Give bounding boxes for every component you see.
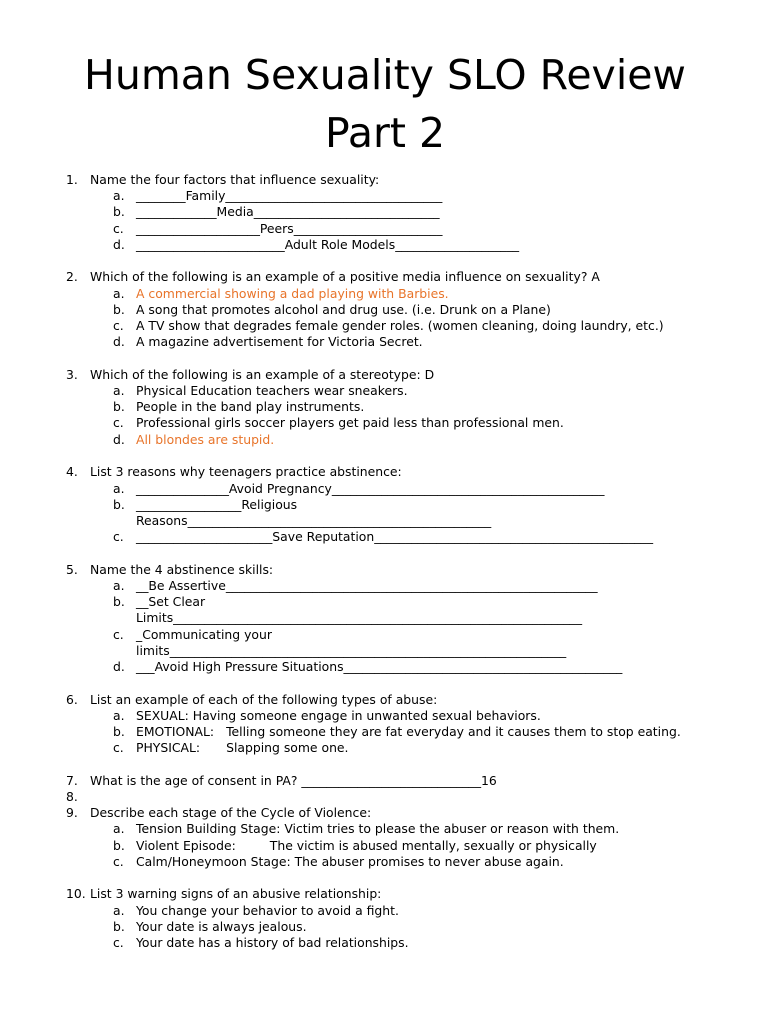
- answer-text: Physical Education teachers wear sneakers.: [136, 383, 408, 399]
- answer-text: limits________________________________________________________________: [136, 642, 567, 658]
- question-1: [0, 172, 770, 253]
- question-9: [0, 805, 770, 821]
- answer-d: d. ________________________Adult Role Models____________________: [113, 236, 520, 252]
- question-8: [0, 789, 770, 805]
- answer-text: ____________________Peers________________________: [136, 220, 443, 236]
- question-text: List 3 warning signs of an abusive relationship:: [90, 886, 382, 902]
- answer-a: a. Physical Education teachers wear sneakers.: [113, 383, 408, 399]
- question-10: [0, 886, 770, 951]
- question-number: 7.: [66, 772, 78, 788]
- answer-text: A TV show that degrades female gender roles. (women cleaning, doing laundry, etc.): [136, 318, 664, 333]
- answer-text: ________________________Adult Role Models____________________: [136, 236, 520, 252]
- answer-c: c. ____________________Peers________________________: [113, 220, 443, 236]
- answer-b: b. _________________Religious: [113, 496, 298, 512]
- question-number: 10.: [66, 886, 86, 902]
- answer-a: a. A commercial showing a dad playing with Barbies.: [113, 285, 449, 301]
- answer-text: __Set Clear: [136, 594, 206, 610]
- question-6: [0, 692, 770, 757]
- question-text: Which of the following is an example of a stereotype: D: [90, 366, 435, 382]
- answer-d: d. All blondes are stupid.: [113, 431, 275, 447]
- question-number: 5.: [66, 561, 78, 577]
- answer-text: _____________Media______________________________: [136, 204, 440, 220]
- answer-text: Slapping some one.: [226, 740, 349, 756]
- answer-label: Tension Building Stage:: [136, 821, 281, 837]
- answer-b-continued: [0, 610, 770, 626]
- answer-label: SEXUAL:: [136, 707, 189, 723]
- question-text: Describe each stage of the Cycle of Violence:: [90, 805, 372, 821]
- answer-text: Your date is always jealous.: [136, 918, 307, 934]
- answer-text: ______________________Save Reputation_____________________________________________: [136, 529, 654, 545]
- question-text: List 3 reasons why teenagers practice abstinence:: [90, 464, 402, 480]
- title-line-1: Human Sexuality SLO Review: [84, 51, 686, 99]
- answer-text: People in the band play instruments.: [136, 399, 365, 415]
- question-number: 8.: [66, 789, 78, 804]
- question-number: 6.: [66, 691, 78, 707]
- answer-a: a. __Be Assertive____________________________________________________________: [113, 577, 598, 593]
- question-5: [0, 562, 770, 675]
- question-text: Name the four factors that influence sexuality:: [90, 172, 380, 187]
- answer-label: PHYSICAL:: [136, 740, 201, 756]
- answer-a: a. _______________Avoid Pregnancy____________________________________________: [113, 480, 605, 496]
- question-7-9: [0, 773, 770, 870]
- answer-c: c. Calm/Honeymoon Stage: The abuser promises to never abuse again.: [113, 853, 564, 869]
- question-7: [0, 773, 770, 789]
- answer-text: A magazine advertisement for Victoria Secret.: [136, 334, 423, 350]
- answer-text: You change your behavior to avoid a fight.: [136, 902, 399, 918]
- question-number: 1.: [66, 172, 78, 187]
- answer-a: a. SEXUAL: Having someone engage in unwanted sexual behaviors.: [113, 707, 541, 723]
- answer-text: A song that promotes alcohol and drug use. (i.e. Drunk on a Plane): [136, 301, 551, 317]
- answer-d: d. A magazine advertisement for Victoria Secret.: [113, 334, 423, 350]
- question-text: What is the age of consent in PA? _____________________________16: [90, 772, 497, 788]
- answer-c: c. Your date has a history of bad relationships.: [113, 935, 409, 950]
- answer-text: Telling someone they are fat everyday and it causes them to stop eating.: [226, 723, 681, 739]
- answer-b: b. EMOTIONAL: Telling someone they are fat everyday and it causes them to stop eating.: [113, 723, 681, 739]
- answer-text: Your date has a history of bad relationships.: [136, 935, 409, 950]
- answer-b: b. Violent Episode: The victim is abused mentally, sexually or physically: [113, 837, 597, 853]
- correct-answer-text: All blondes are stupid.: [136, 431, 275, 447]
- answer-a: a. Tension Building Stage: Victim tries to please the abuser or reason with them.: [113, 821, 620, 837]
- answer-c: c. _Communicating your: [113, 626, 272, 642]
- answer-a: a. You change your behavior to avoid a fight.: [113, 902, 399, 918]
- question-2: [0, 269, 770, 350]
- question-text: Which of the following is an example of a positive media influence on sexuality? A: [90, 269, 600, 285]
- question-number: 2.: [66, 269, 78, 285]
- answer-b: b. _____________Media______________________________: [113, 204, 440, 220]
- correct-answer-text: A commercial showing a dad playing with Barbies.: [136, 285, 449, 301]
- question-text: List an example of each of the following types of abuse:: [90, 691, 438, 707]
- answer-text: Having someone engage in unwanted sexual behaviors.: [192, 707, 541, 723]
- question-3: [0, 367, 770, 448]
- page-title: [0, 46, 770, 162]
- answer-b: b. __Set Clear: [113, 594, 206, 610]
- answer-label: Violent Episode:: [136, 837, 236, 853]
- answer-b: b. A song that promotes alcohol and drug use. (i.e. Drunk on a Plane): [113, 301, 551, 317]
- answer-c: c. Professional girls soccer players get paid less than professional men.: [113, 415, 564, 431]
- question-4: [0, 464, 770, 545]
- answer-b: b. Your date is always jealous.: [113, 918, 307, 934]
- answer-text: Reasons_________________________________________________: [136, 512, 492, 528]
- question-number: 3.: [66, 366, 78, 382]
- answer-c-continued: [0, 643, 770, 659]
- question-number: 4.: [66, 464, 78, 480]
- answer-text: The abuser promises to never abuse again.: [294, 853, 564, 869]
- answer-text: ___Avoid High Pressure Situations_____________________________________________: [136, 658, 623, 674]
- question-list: [0, 172, 770, 968]
- answer-text: The victim is abused mentally, sexually or physically: [269, 837, 597, 853]
- answer-c: c. PHYSICAL: Slapping some one.: [113, 740, 349, 756]
- answer-text: _________________Religious: [136, 496, 298, 512]
- answer-c: c. A TV show that degrades female gender roles. (women cleaning, doing laundry, etc.): [113, 318, 664, 333]
- answer-b-continued: [0, 513, 770, 529]
- answer-text: Victim tries to please the abuser or reason with them.: [284, 821, 620, 837]
- question-text: Name the 4 abstinence skills:: [90, 561, 274, 577]
- answer-text: ________Family___________________________________: [136, 188, 443, 204]
- answer-c: c. ______________________Save Reputation_____________________________________________: [113, 529, 654, 545]
- answer-label: EMOTIONAL:: [136, 723, 215, 739]
- answer-a: a. ________Family___________________________________: [113, 188, 443, 204]
- answer-d: d. ___Avoid High Pressure Situations_____________________________________________: [113, 658, 623, 674]
- answer-text: Professional girls soccer players get paid less than professional men.: [136, 415, 564, 431]
- title-line-2: Part 2: [324, 109, 446, 157]
- answer-label: Calm/Honeymoon Stage:: [136, 853, 291, 869]
- answer-text: Limits__________________________________________________________________: [136, 610, 583, 626]
- answer-text: _______________Avoid Pregnancy____________________________________________: [136, 480, 605, 496]
- answer-text: __Be Assertive____________________________________________________________: [136, 577, 598, 593]
- question-number: 9.: [66, 805, 78, 821]
- answer-b: b. People in the band play instruments.: [113, 399, 365, 415]
- answer-text: _Communicating your: [136, 626, 272, 642]
